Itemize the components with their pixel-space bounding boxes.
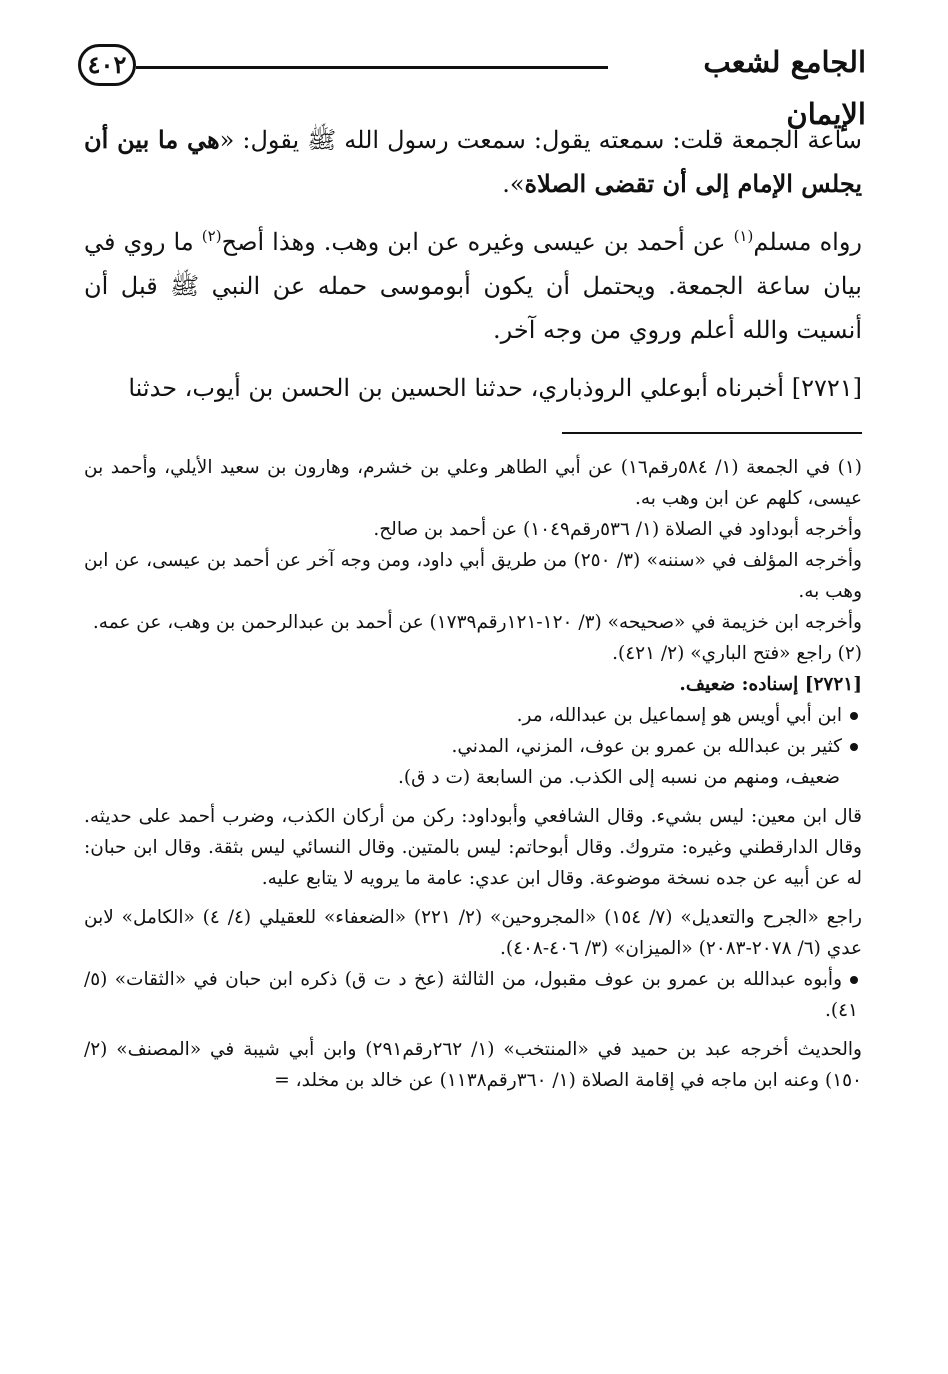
references-paragraph: راجع «الجرح والتعديل» (٧/ ١٥٤) «المجروحين» (٢/ ٢٢١) «الضعفاء» للعقيلي (٤/ ٤) «الكامل» لابن عدي (٦/ ٢٠٧٨-٢٠٨٣) «الميزان» (٣/ ٤٠٦-٤٠٨).: [84, 907, 862, 959]
commentary-middle: عن أحمد بن عيسى وغيره عن ابن وهب. وهذا أصح: [221, 228, 734, 256]
page-number: ٤٠٢: [78, 44, 136, 86]
footnote-2: (٢) راجع «فتح الباري» (٢/ ٤٢١).: [612, 643, 862, 664]
next-hadith-isnad: [٢٧٢١] أخبرناه أبوعلي الروذباري، حدثنا الحسين بن الحسن بن أيوب، حدثنا: [128, 374, 862, 402]
footnote-1-abudawud: وأخرجه أبوداود في الصلاة (١/ ٥٣٦رقم١٠٤٩) عن أحمد بن صالح.: [373, 519, 862, 540]
footnote-1-khuzaymah: وأخرجه ابن خزيمة في «صحيحه» (٣/ ١٢٠-١٢١رقم١٧٣٩) عن أحمد بن عبدالرحمن بن وهب، عن عمه.: [92, 612, 862, 633]
commentary-end: ما روي في بيان ساعة الجمعة. ويحتمل أن يكون أبوموسى حمله عن النبي ﷺ قبل أن أنسيت والله أعلم وروي من وجه آخر.: [84, 228, 862, 344]
hadith-close: ».: [502, 170, 525, 198]
narrator-bullet-3: [84, 964, 862, 1026]
bullet-icon: [850, 712, 858, 720]
footnote-ref-2[interactable]: (٢): [201, 227, 222, 245]
footnote-ref-1[interactable]: (١): [733, 227, 754, 245]
bullet-icon: [850, 743, 858, 751]
footnote-1: (١) في الجمعة (١/ ٥٨٤رقم١٦) عن أبي الطاهر وعلي بن خشرم، وهارون بن سعيد الأيلي، وأحمد بن عيسى، كلهم عن ابن وهب به.: [84, 457, 862, 509]
hadith-intro: ساعة الجمعة قلت: سمعته يقول: سمعت رسول الله ﷺ يقول: «: [219, 126, 862, 154]
isnad-grade: [٢٧٢١] إسناده: ضعيف.: [679, 674, 862, 695]
page-header: [78, 36, 866, 131]
jarh-paragraph: قال ابن معين: ليس بشيء. وقال الشافعي وأبوداود: ركن من أركان الكذب، وضرب أحمد على حديثه. وقال الدارقطني وغيره: متروك. وقال أبوحاتم: ليس بالمتين. وقال النسائي ليس بثقة. وقال ابن حبان: له عن أبيه عن جده نسخة موضوعة. وقال ابن عدي: عامة ما يرويه لا يتابع عليه.: [84, 806, 862, 889]
hadith-text: [84, 118, 862, 206]
narrator-2-text: كثير بن عبدالله بن عمرو بن عوف، المزني، المدني.: [451, 736, 842, 757]
commentary-paragraph: [84, 220, 862, 352]
narrator-2-grade: ضعيف، ومنهم من نسبه إلى الكذب. من السابعة (ت د ق).: [398, 767, 840, 788]
narrator-1-text: ابن أبي أويس هو إسماعيل بن عبدالله، مر.: [516, 705, 842, 726]
narrator-bullet-2: [84, 731, 862, 762]
header-rule: [136, 66, 608, 69]
narrator-bullet-1: [84, 700, 862, 731]
footnote-separator: [562, 432, 862, 434]
footnotes: [84, 452, 862, 1104]
main-text: [84, 118, 862, 424]
footnote-1-sunan: وأخرجه المؤلف في «سننه» (٣/ ٢٥٠) من طريق أبي داود، ومن وجه آخر عن أحمد بن عيسى، عن ابن وهب به.: [84, 550, 862, 602]
takhrij-paragraph: والحديث أخرجه عبد بن حميد في «المنتخب» (١/ ٢٦٢رقم٢٩١) وابن أبي شيبة في «المصنف» (٢/ ١٥٠) وعنه ابن ماجه في إقامة الصلاة (١/ ٣٦٠رقم١١٣٨) عن خالد بن مخلد، =: [84, 1039, 862, 1091]
commentary-start: رواه مسلم: [753, 228, 863, 256]
narrator-3-text: وأبوه عبدالله بن عمرو بن عوف مقبول، من الثالثة (عخ د ت ق) ذكره ابن حبان في «الثقات» (٥/ ٤١).: [84, 969, 858, 1021]
hadith-matn: هي ما بين أن يجلس الإمام إلى أن تقضى الصلاة: [84, 125, 862, 198]
book-title: الجامع لشعب الإيمان: [703, 45, 866, 131]
bullet-icon: [850, 976, 858, 984]
